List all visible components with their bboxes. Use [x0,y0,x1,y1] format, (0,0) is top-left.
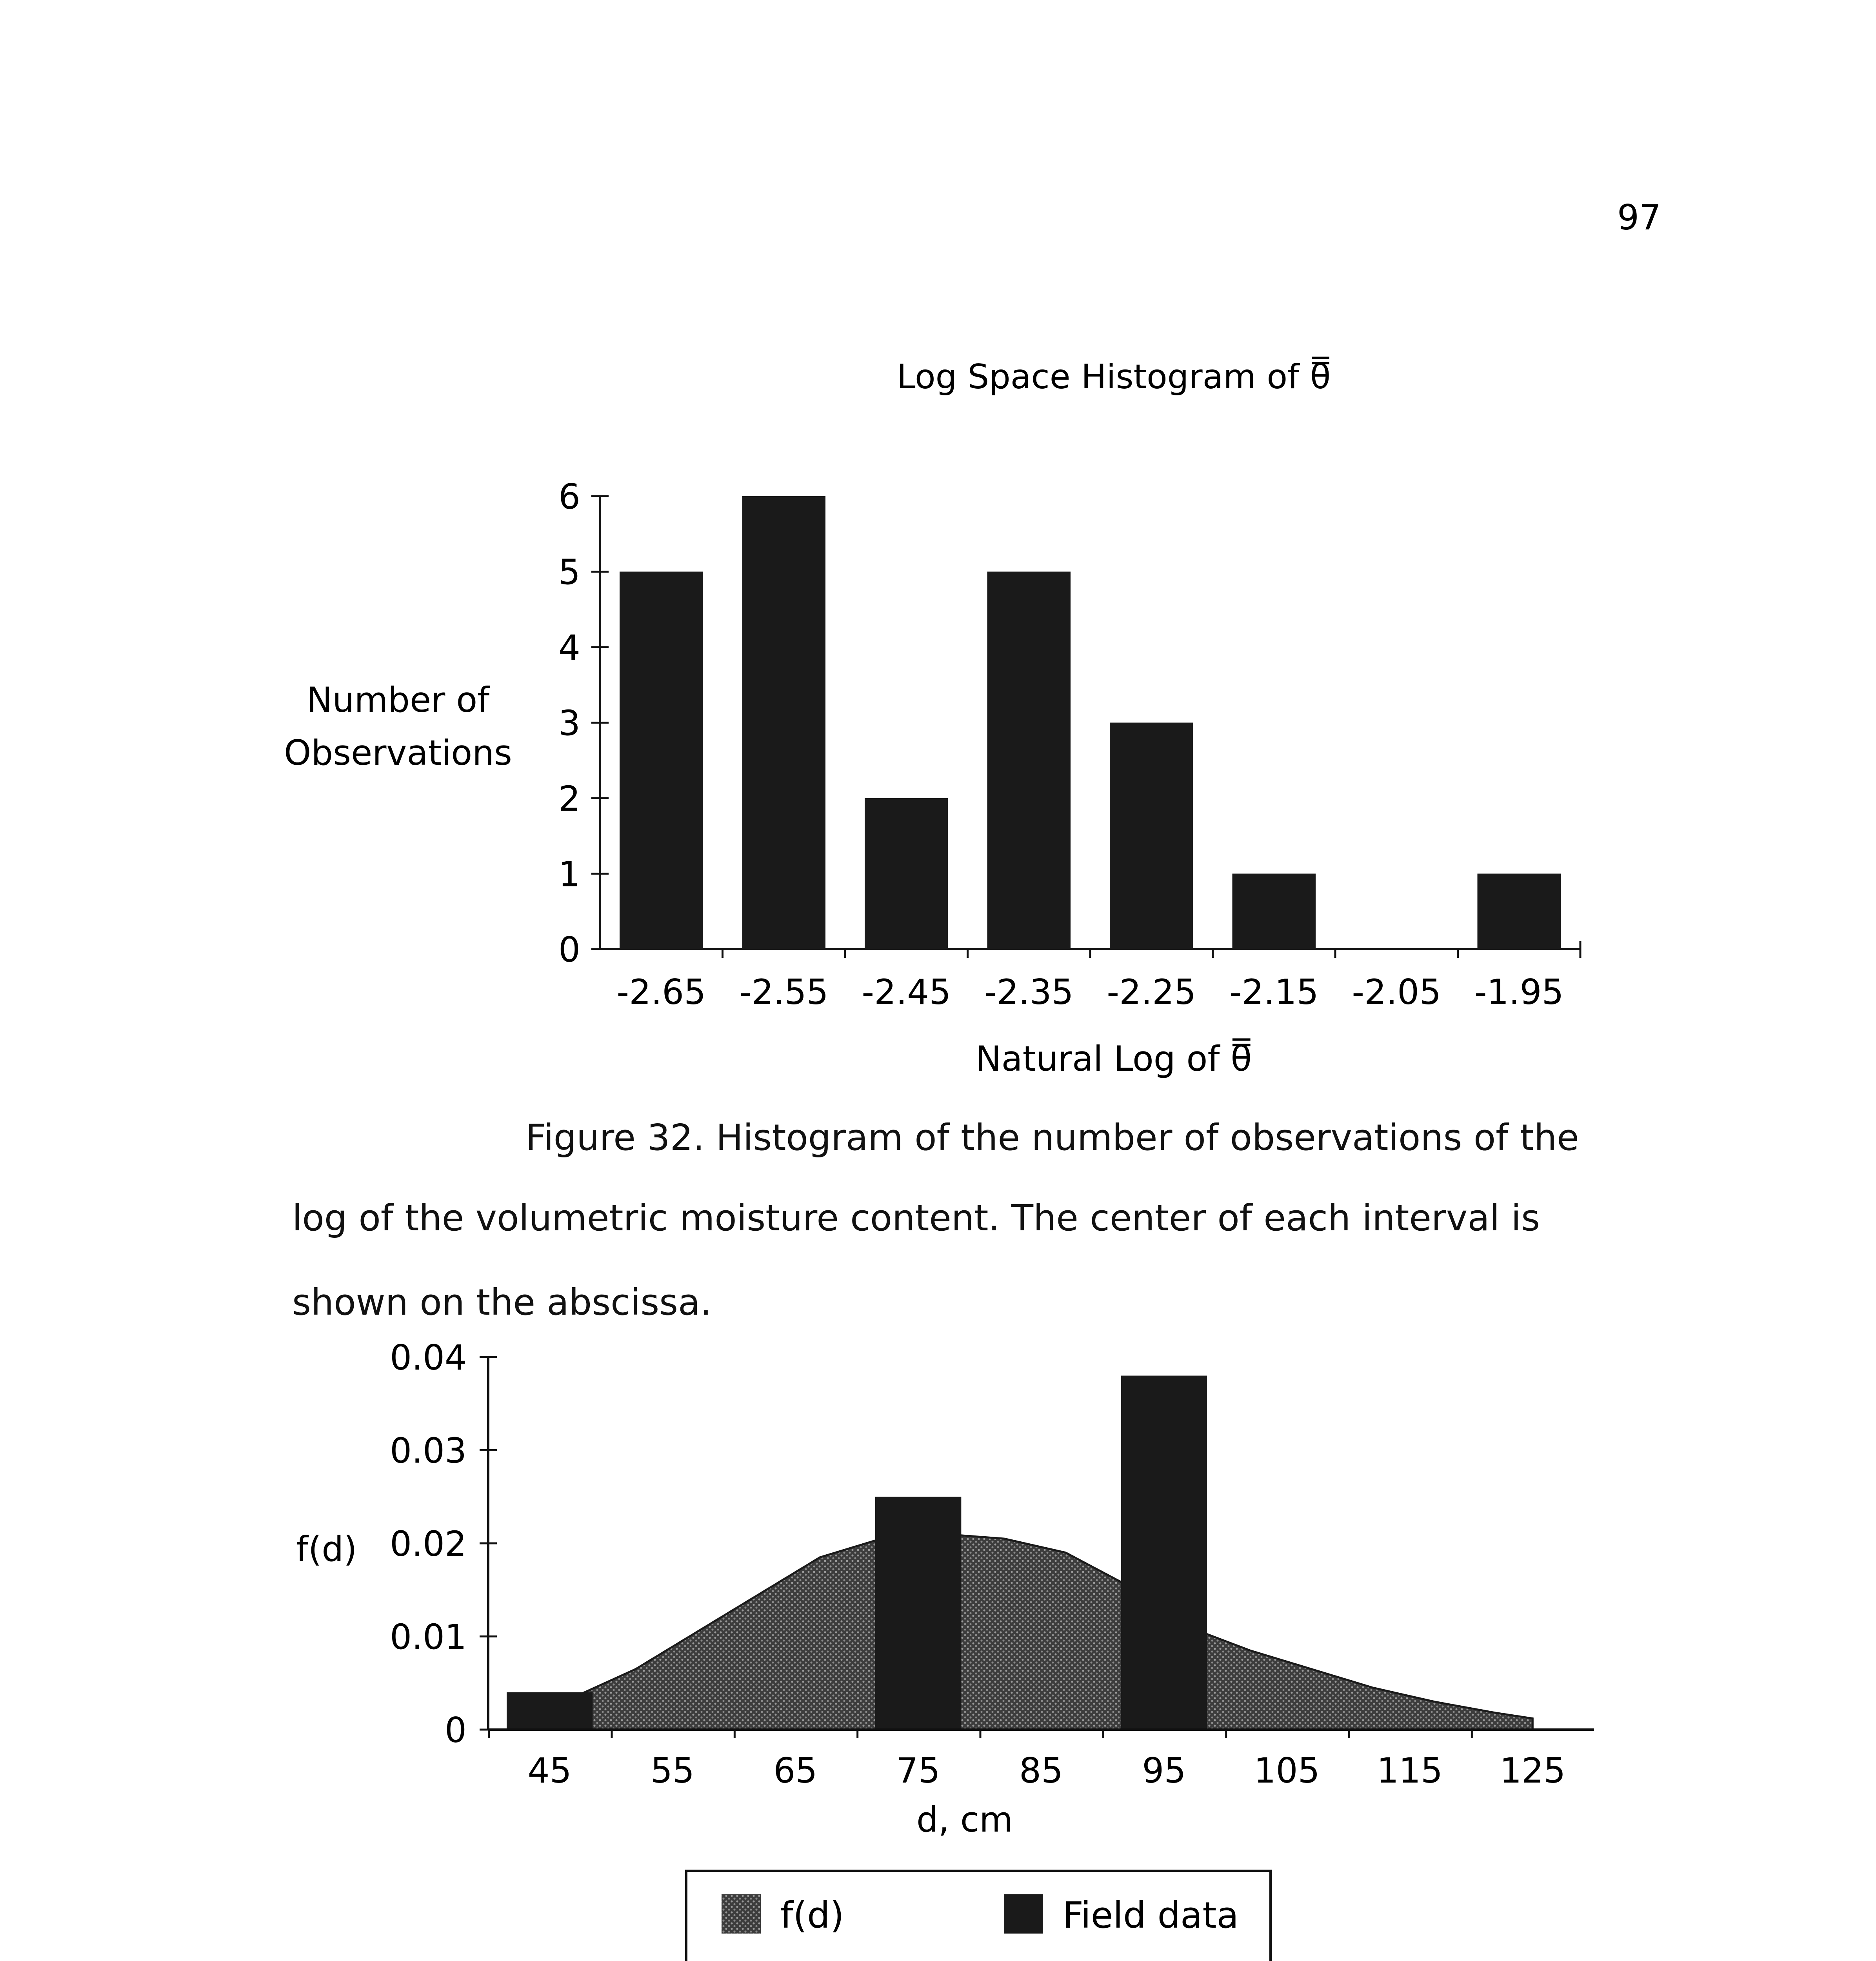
figure32-caption-line1: Figure 32. Histogram of the number of observations of the [525,1117,1579,1159]
chart1-y-label-line1: Number of [306,680,490,720]
chart1-bar [1232,874,1316,950]
chart2-field-bar [875,1497,961,1730]
chart2-y-tick-label: 0 [445,1710,467,1750]
chart2-y-tick-label: 0.04 [390,1337,467,1378]
chart2-x-tick-label: 125 [1500,1750,1566,1791]
chart2-y-tick-label: 0.01 [390,1617,467,1657]
histogram-chart [284,357,1580,1079]
chart1-x-tick-label: -2.15 [1229,972,1319,1012]
chart2-y-tick-label: 0.03 [390,1430,467,1471]
chart2-x-tick-label: 75 [896,1750,940,1791]
chart2-x-tick-label: 45 [527,1750,572,1791]
chart1-x-label: Natural Log of θ̿ [975,1039,1252,1079]
chart1-bar [1110,723,1193,950]
chart1-y-label-line2: Observations [284,733,512,773]
chart2-field-bar [507,1692,593,1730]
chart1-x-tick-label: -2.05 [1352,972,1442,1012]
page-number: 97 [1617,197,1661,238]
chart2-x-tick-label: 95 [1142,1750,1186,1791]
chart2-x-tick-label: 85 [1019,1750,1063,1791]
chart1-bar [1478,874,1561,950]
chart2-field-bar [1121,1376,1207,1730]
chart1-bar [742,496,826,949]
chart1-y-tick-label: 1 [558,854,580,895]
chart1-bar [865,798,948,949]
chart1-x-tick-label: -2.65 [616,972,706,1012]
chart1-y-tick-label: 2 [558,779,580,819]
figure32-caption-line2: log of the volumetric moisture content. The center of each interval is [292,1197,1540,1239]
chart1-bar [620,572,703,950]
chart1-bar [987,572,1071,950]
chart2-model-area [513,1534,1533,1730]
legend-label-fd: f(d) [780,1894,844,1936]
chart2-y-label: f(d) [296,1529,357,1569]
chart-legend [686,1871,1271,1961]
chart1-x-tick-label: -2.35 [984,972,1074,1012]
chart2-x-tick-label: 105 [1254,1750,1320,1791]
chart1-x-tick-label: -2.45 [862,972,951,1012]
chart1-title: Log Space Histogram of θ̿ [896,357,1331,397]
chart2-x-tick-label: 55 [651,1750,694,1791]
legend-swatch-field [1004,1894,1043,1934]
chart1-y-tick-label: 6 [558,477,580,517]
legend-label-field: Field data [1063,1894,1239,1936]
chart1-x-tick-label: -2.25 [1107,972,1196,1012]
legend-swatch-fd [722,1894,761,1934]
chart1-y-tick-label: 4 [558,628,580,668]
chart2-x-tick-label: 65 [773,1750,818,1791]
chart2-y-tick-label: 0.02 [390,1524,467,1564]
chart2-x-tick-label: 115 [1377,1750,1443,1791]
figure32-caption-line3: shown on the abscissa. [292,1281,712,1323]
chart1-x-tick-label: -1.95 [1474,972,1564,1012]
chart2-x-label: d, cm [916,1799,1013,1840]
chart1-x-tick-label: -2.55 [739,972,829,1012]
chart1-y-tick-label: 5 [558,552,580,593]
model-chart [296,1337,1594,1840]
chart1-y-tick-label: 3 [558,703,580,744]
chart1-y-tick-label: 0 [558,930,580,970]
